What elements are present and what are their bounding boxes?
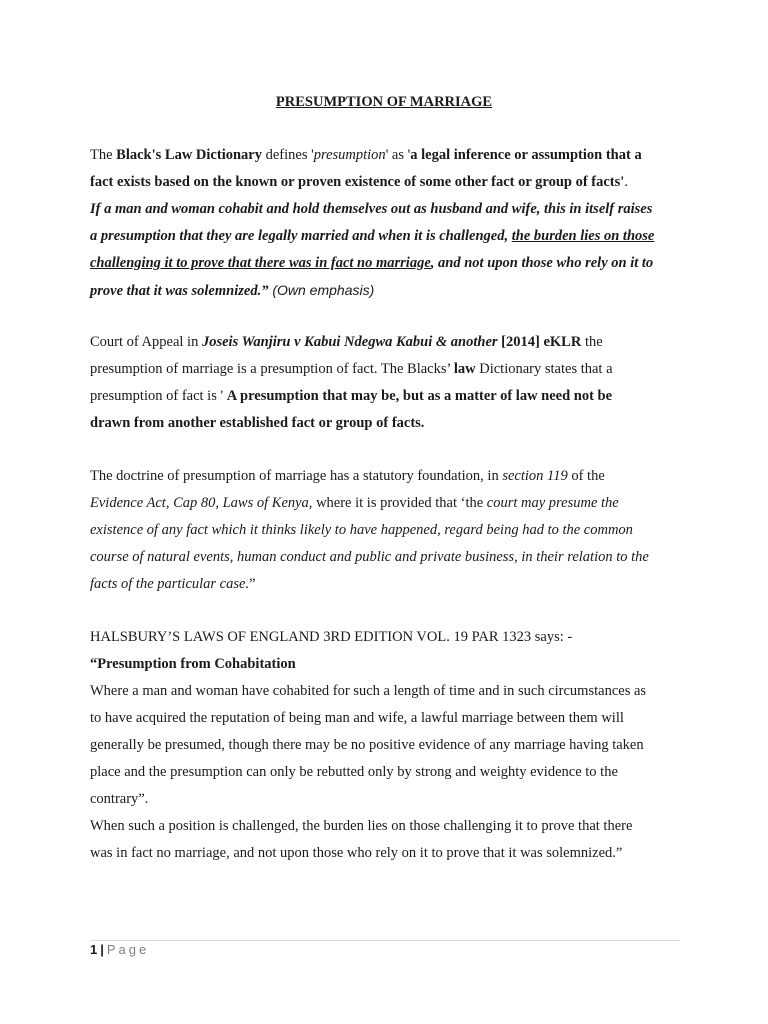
text-line: generally be presumed, though there may be no positive evidence of any marriage having taken: [90, 737, 644, 753]
footer-divider: [90, 940, 680, 941]
text-line: fact exists based on the known or proven existence of some other fact or group of facts'.: [90, 174, 628, 190]
text-line: drawn from another established fact or group of facts.: [90, 415, 425, 431]
paragraph-halsbury: [90, 624, 690, 867]
text-line: place and the presumption can only be rebutted only by strong and weighty evidence to the: [90, 764, 618, 780]
text-line: contrary”.: [90, 791, 149, 807]
document-title: PRESUMPTION OF MARRIAGE: [275, 94, 493, 110]
text-line: When such a position is challenged, the burden lies on those challenging it to prove that there: [90, 818, 633, 834]
text-line: was in fact no marriage, and not upon those who rely on it to prove that it was solemnized.”: [90, 845, 623, 861]
own-emphasis-note: (Own emphasis): [268, 282, 375, 298]
underlined-emphasis: the burden lies on those: [511, 228, 655, 244]
quote-heading: “Presumption from Cohabitation: [90, 656, 296, 672]
text-line: The doctrine of presumption of marriage has a statutory foundation, in section 119 of the: [90, 468, 605, 484]
halsbury-heading: HALSBURY’S LAWS OF ENGLAND 3RD EDITION VOL. 19 PAR 1323 says: -: [90, 629, 573, 645]
paragraph-court-of-appeal: [90, 329, 690, 437]
text-line: If a man and woman cohabit and hold themselves out as husband and wife, this in itself raises: [90, 201, 653, 217]
text-line: presumption of marriage is a presumption of fact. The Blacks’ law Dictionary states that a: [90, 361, 613, 377]
text-line: existence of any fact which it thinks likely to have happened, regard being had to the common: [90, 522, 633, 538]
case-name: Joseis Wanjiru v Kabui Ndegwa Kabui & another: [201, 334, 498, 350]
paragraph-statutory-foundation: [90, 463, 690, 598]
page-footer: [90, 942, 149, 957]
text-line: prove that it was solemnized.” (Own emphasis): [90, 282, 375, 299]
text-line: course of natural events, human conduct and public and private business, in their relation to the: [90, 549, 649, 565]
underlined-emphasis: challenging it to prove that there was in fact no marriage: [90, 255, 431, 271]
text-line: Evidence Act, Cap 80, Laws of Kenya, where it is provided that ‘the court may presume the: [90, 495, 619, 511]
text-line: presumption of fact is ' A presumption that may be, but as a matter of law need not be: [90, 388, 613, 404]
text-line: facts of the particular case.”: [90, 576, 256, 592]
page-number: 1: [90, 942, 98, 957]
text-line: Court of Appeal in Joseis Wanjiru v Kabui Ndegwa Kabui & another [2014] eKLR the: [90, 334, 603, 350]
text-line: a presumption that they are legally married and when it is challenged, the burden lies on those: [90, 228, 655, 244]
text-line: challenging it to prove that there was in fact no marriage, and not upon those who rely on it to: [90, 255, 654, 271]
footer-separator: |: [100, 942, 104, 957]
text-line: The Black's Law Dictionary defines 'presumption' as 'a legal inference or assumption that a: [90, 147, 642, 163]
page-label: Page: [106, 942, 150, 957]
paragraph-blacks-definition: [90, 142, 690, 305]
text-line: Where a man and woman have cohabited for such a length of time and in such circumstances as: [90, 683, 647, 699]
text-line: to have acquired the reputation of being man and wife, a lawful marriage between them will: [90, 710, 624, 726]
